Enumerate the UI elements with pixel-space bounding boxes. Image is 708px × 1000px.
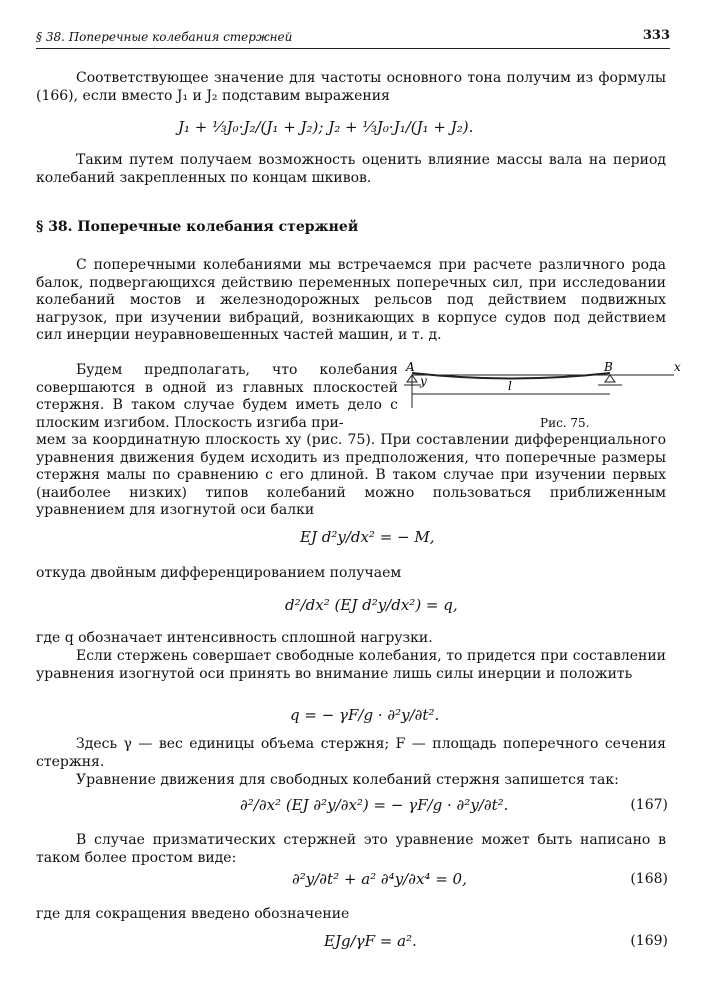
formula-substitution: J₁ + ⅓J₀·J₂/(J₁ + J₂); J₂ + ⅓J₀·J₁/(J₁ + J₂). xyxy=(178,118,474,136)
section-paragraph-9: где для сокращения введено обозначение xyxy=(36,906,350,922)
section-paragraph-1: С поперечными колебаниями мы встречаемся при расчете различного рода балок, подвергающихся действию переменных поперечных сил, при исследовании колебаний мостов и железнодорожных рельсов под действием подвижных нагрузок, при изучении вибраций, возникающих в корпусе судов под действием сил инерции неуравновешенных частей машин, и т. д. xyxy=(36,257,666,343)
label-x: x xyxy=(674,360,681,374)
section-paragraph-5: Если стержень совершает свободные колебания, то придется при составлении уравнения изогнутой оси принять во внимание лишь силы инерции и положить xyxy=(36,648,666,682)
section-paragraph-4: где q обозначает интенсивность сплошной нагрузки. xyxy=(36,630,433,646)
running-header xyxy=(36,28,670,49)
equation-168-number: (168) xyxy=(630,871,668,887)
beam xyxy=(412,373,610,379)
equation-169-number: (169) xyxy=(630,933,668,949)
equation-167: ∂²/∂x² (EJ ∂²y/∂x²) = − γF/g · ∂²y/∂t². xyxy=(240,796,509,814)
section-paragraph-2-wrapped: Будем предполагать, что колебания совершаются в одной из главных плоскостей стержня. В таком случае будем иметь дело с плоским изгибом. Плоскость изгиба при- xyxy=(36,362,398,431)
equation-load: d²/dx² (EJ d²y/dx²) = q, xyxy=(285,596,458,614)
section-title: § 38. Поперечные колебания стержней xyxy=(36,219,359,235)
label-y: y xyxy=(420,374,427,388)
equation-bending: EJ d²y/dx² = − M, xyxy=(300,528,435,546)
running-title: § 38. Поперечные колебания стержней xyxy=(36,30,293,44)
section-paragraph-6: Здесь γ — вес единицы объема стержня; F — площадь поперечного сечения стержня. xyxy=(36,736,666,770)
support-b xyxy=(605,375,615,382)
figure-75 xyxy=(404,358,694,416)
label-l: l xyxy=(508,379,512,393)
equation-inertia: q = − γF/g · ∂²y/∂t². xyxy=(290,706,440,724)
label-a: A xyxy=(406,360,415,374)
intro-paragraph-2: Таким путем получаем возможность оценить влияние массы вала на период колебаний закрепленных по концам шкивов. xyxy=(36,152,666,186)
figure-caption: Рис. 75. xyxy=(540,416,590,430)
section-paragraph-7: Уравнение движения для свободных колебаний стержня запишется так: xyxy=(76,772,619,788)
equation-168: ∂²y/∂t² + a² ∂⁴y/∂x⁴ = 0, xyxy=(292,870,467,888)
section-paragraph-3: откуда двойным дифференцированием получаем xyxy=(36,565,402,581)
equation-169: EJg/γF = a². xyxy=(324,932,417,950)
section-paragraph-2-rest: мем за координатную плоскость xy (рис. 75). При составлении дифференциального уравнения движения будем исходить из предположения, что поперечные размеры стержня малы по сравнению с его длиной. В таком случае при изучении первых (наиболее низких) типов колебаний можно пользоваться приближенным уравнением для изогнутой оси балки xyxy=(36,432,666,518)
section-paragraph-8: В случае призматических стержней это уравнение может быть написано в таком более простом виде: xyxy=(36,832,666,866)
label-b: B xyxy=(604,360,613,374)
equation-167-number: (167) xyxy=(630,797,668,813)
intro-paragraph-1: Соответствующее значение для частоты основного тона получим из формулы (166), если вместо J₁ и J₂ подставим выражения xyxy=(36,70,666,104)
page-number: 333 xyxy=(642,28,670,43)
